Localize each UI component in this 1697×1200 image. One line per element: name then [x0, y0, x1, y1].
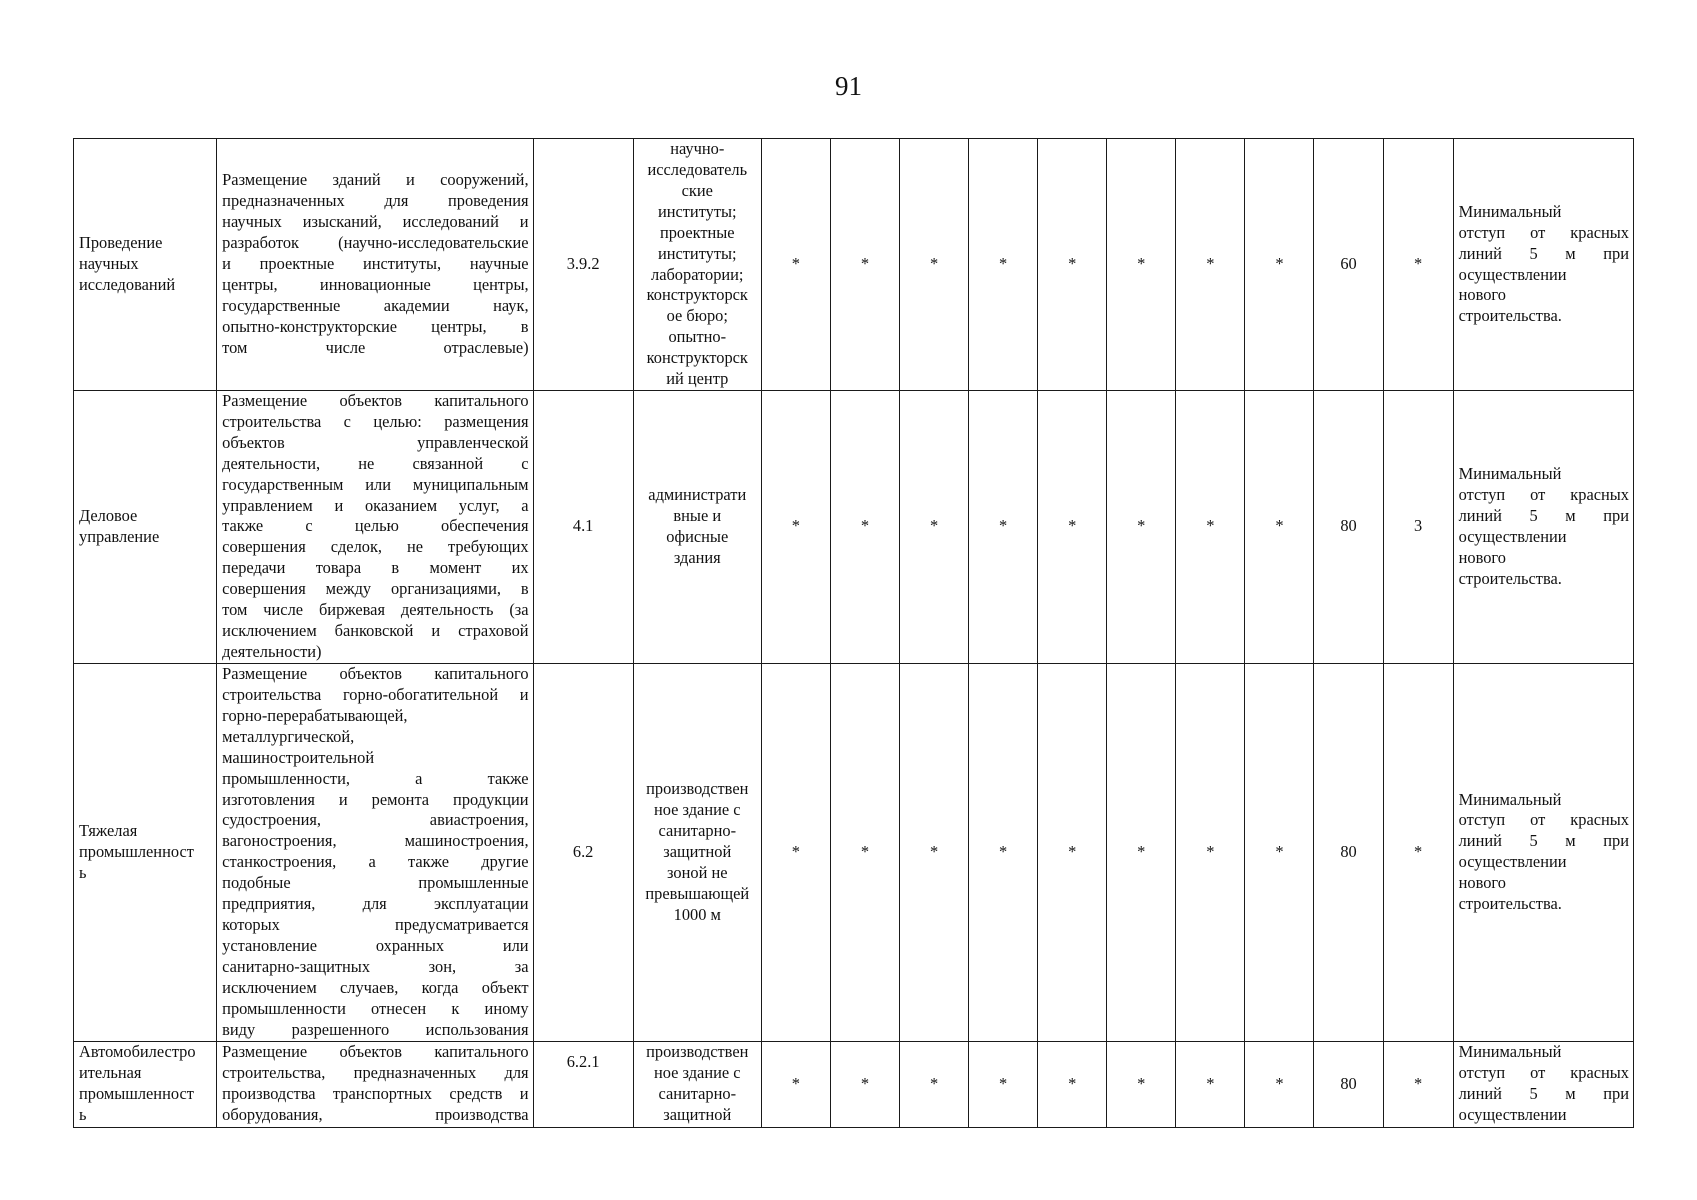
description-line: Размещение объектов капитального: [222, 1041, 529, 1061]
note-line: Минимальный: [1458, 789, 1562, 809]
description-line: опытно-конструкторские центры, в: [222, 316, 529, 336]
parameter-value: *: [1068, 254, 1077, 274]
description-line: санитарно-защитных зон, за: [222, 956, 529, 976]
objects-line: ное здание с: [654, 800, 741, 820]
description-cell: [217, 391, 533, 664]
parameter-cell: [1383, 391, 1453, 664]
description-line: совершения сделок, не требующих: [222, 537, 529, 557]
note-cell: [1453, 139, 1633, 391]
objects-line: производствен: [646, 1041, 749, 1061]
objects-line: здания: [673, 547, 721, 567]
objects-line: защитной: [663, 841, 732, 861]
parameter-cell: [830, 391, 899, 664]
objects-line: превышающей: [645, 883, 750, 903]
description-line: управлением и оказанием услуг, а: [222, 495, 529, 515]
parameter-value: *: [1275, 841, 1284, 861]
description-line: промышленности отнесен к иному: [222, 998, 529, 1018]
objects-line: лаборатории;: [651, 264, 744, 284]
use-name-cell: [74, 391, 217, 664]
code-value: 6.2: [572, 841, 594, 861]
parameter-value: *: [1275, 254, 1284, 274]
note-line: осуществлении: [1458, 526, 1567, 546]
parameter-cell: [900, 139, 969, 391]
use-name-cell: [74, 663, 217, 1041]
description-line: машиностроительной: [222, 747, 375, 767]
objects-line: ские: [681, 180, 713, 200]
description-line: судостроения, авиастроения,: [222, 810, 529, 830]
objects-line: зоной не: [667, 862, 728, 882]
parameter-cell: [969, 391, 1038, 664]
use-name-line: Проведение: [79, 233, 163, 253]
parameter-cell: [1245, 391, 1314, 664]
note-line: отступ от красных: [1458, 1062, 1629, 1082]
code-value: 3.9.2: [566, 254, 600, 274]
parameter-value: *: [999, 516, 1008, 536]
parameter-value: *: [999, 1073, 1008, 1093]
use-name-line: ь: [79, 1104, 87, 1124]
description-line: передачи товара в момент их: [222, 558, 529, 578]
table-row: [74, 1041, 1634, 1127]
parameter-value: *: [1137, 841, 1146, 861]
parameter-value: *: [860, 1073, 870, 1093]
parameter-cell: [1176, 663, 1245, 1041]
parameter-cell: [1383, 663, 1453, 1041]
parameter-cell: [900, 1041, 969, 1127]
objects-line: администрати: [648, 485, 747, 505]
parameter-value: *: [860, 841, 870, 861]
description-line: объектов управленческой: [222, 432, 529, 452]
note-line: строительства.: [1458, 894, 1562, 914]
parameter-cell: [761, 139, 830, 391]
objects-line: защитной: [663, 1104, 732, 1124]
objects-cell: [633, 663, 761, 1041]
parameter-cell: [1245, 663, 1314, 1041]
parameter-cell: [1107, 1041, 1176, 1127]
parameter-value: *: [1137, 254, 1146, 274]
description-line: государственным или муниципальным: [222, 474, 529, 494]
note-line: линий 5 м при: [1458, 505, 1629, 525]
note-cell: [1453, 391, 1633, 664]
objects-line: производствен: [646, 779, 749, 799]
parameter-value: *: [1275, 1073, 1284, 1093]
parameter-value: *: [791, 516, 800, 536]
objects-cell: [633, 139, 761, 391]
parameter-value: *: [1206, 516, 1215, 536]
parameter-cell: [969, 1041, 1038, 1127]
parameter-cell: [969, 139, 1038, 391]
code-value: 6.2.1: [566, 1051, 600, 1071]
note-cell: [1453, 1041, 1633, 1127]
parameter-value: *: [1413, 841, 1423, 861]
note-line: нового: [1458, 873, 1506, 893]
parameter-cell: [1314, 391, 1383, 664]
note-line: осуществлении: [1458, 264, 1567, 284]
objects-cell: [633, 1041, 761, 1127]
description-line: Размещение зданий и сооружений,: [222, 170, 529, 190]
parameter-cell: [761, 1041, 830, 1127]
description-line: Размещение объектов капитального: [222, 391, 529, 410]
table-row: [74, 391, 1634, 664]
description-line: станкостроения, а также другие: [222, 852, 529, 872]
description-line: которых предусматривается: [222, 915, 529, 934]
parameter-cell: [1038, 663, 1107, 1041]
note-line: отступ от красных: [1458, 222, 1629, 242]
parameter-cell: [1383, 1041, 1453, 1127]
use-name-line: Тяжелая: [79, 820, 138, 840]
note-cell: [1453, 663, 1633, 1041]
note-line: линий 5 м при: [1458, 831, 1629, 851]
parameter-value: *: [1068, 841, 1077, 861]
parameter-value: *: [929, 516, 939, 536]
description-line: том числе биржевая деятельность (за: [222, 600, 529, 620]
parameter-cell: [1314, 663, 1383, 1041]
code-cell: [533, 139, 633, 391]
note-line: отступ от красных: [1458, 485, 1629, 505]
note-line: Минимальный: [1458, 464, 1562, 484]
use-name-line: научных: [79, 254, 139, 274]
description-line: горно-перерабатывающей,: [222, 705, 408, 725]
description-cell: [217, 663, 533, 1041]
parameter-value: 80: [1340, 516, 1357, 536]
note-line: линий 5 м при: [1458, 243, 1629, 263]
description-line: исключением случаев, когда объект: [222, 977, 529, 997]
parameter-value: *: [999, 841, 1008, 861]
parameter-cell: [1107, 391, 1176, 664]
parameter-value: *: [1206, 841, 1215, 861]
description-line: Размещение объектов капитального: [222, 664, 529, 684]
parameter-cell: [1176, 391, 1245, 664]
description-line: промышленности, а также: [222, 768, 529, 788]
use-name-line: промышленност: [79, 1083, 194, 1103]
description-line: также с целью обеспечения: [222, 516, 529, 536]
use-name-line: Автомобилестро: [79, 1041, 196, 1061]
objects-line: 1000 м: [673, 904, 721, 924]
parameter-cell: [1383, 139, 1453, 391]
note-line: нового: [1458, 285, 1506, 305]
parameter-value: *: [1137, 516, 1146, 536]
objects-line: ий центр: [666, 369, 729, 389]
parameter-cell: [969, 663, 1038, 1041]
description-line: совершения между организациями, в: [222, 579, 529, 599]
description-line: строительства горно-обогатительной и: [222, 685, 529, 705]
parameter-cell: [830, 1041, 899, 1127]
parameter-value: *: [860, 516, 870, 536]
parameter-cell: [1038, 139, 1107, 391]
objects-line: институты;: [657, 243, 737, 263]
parameter-cell: [1314, 1041, 1383, 1127]
parameter-value: *: [929, 1073, 939, 1093]
description-line: центры, инновационные центры,: [222, 274, 529, 294]
parameter-cell: [1176, 1041, 1245, 1127]
parameter-cell: [900, 663, 969, 1041]
objects-line: проектные: [659, 222, 735, 242]
parameter-cell: [1245, 1041, 1314, 1127]
description-line: деятельности, не связанной с: [222, 453, 529, 473]
description-line: государственные академии наук,: [222, 295, 529, 315]
parameter-cell: [1245, 139, 1314, 391]
parameter-cell: [1038, 1041, 1107, 1127]
parameter-cell: [1176, 139, 1245, 391]
code-cell: [533, 1041, 633, 1127]
note-line: строительства.: [1458, 568, 1562, 588]
parameter-cell: [761, 663, 830, 1041]
description-line: установление охранных или: [222, 935, 529, 955]
description-line: виду разрешенного использования: [222, 1019, 529, 1039]
parameter-value: *: [1137, 1073, 1146, 1093]
parameter-cell: [761, 391, 830, 664]
parameter-value: *: [1206, 254, 1215, 274]
parameter-value: 80: [1340, 841, 1357, 861]
code-cell: [533, 663, 633, 1041]
code-cell: [533, 391, 633, 664]
description-line: научных изысканий, исследований и: [222, 212, 529, 232]
table-row: [74, 139, 1634, 391]
use-name-line: ь: [79, 862, 87, 882]
parameter-value: 80: [1340, 1073, 1357, 1093]
note-line: линий 5 м при: [1458, 1083, 1629, 1103]
parameter-value: *: [1413, 1073, 1423, 1093]
description-cell: [217, 1041, 533, 1127]
objects-line: ное здание с: [654, 1062, 741, 1082]
use-name-cell: [74, 1041, 217, 1127]
use-name-line: управление: [79, 526, 160, 546]
parameter-cell: [830, 139, 899, 391]
table-row: [74, 663, 1634, 1041]
description-line: том числе отраслевые): [222, 337, 529, 357]
description-line: и проектные институты, научные: [222, 254, 529, 274]
parameter-cell: [1038, 391, 1107, 664]
objects-line: исследователь: [647, 159, 748, 179]
objects-line: институты;: [657, 201, 737, 221]
use-name-line: ительная: [79, 1062, 142, 1082]
note-line: Минимальный: [1458, 201, 1562, 221]
objects-line: вные и: [673, 505, 722, 525]
description-cell: [217, 139, 533, 391]
objects-line: конструкторск: [646, 348, 748, 368]
parameter-value: 60: [1340, 254, 1357, 274]
description-line: разработок (научно-исследовательские: [222, 233, 529, 253]
description-line: предназначенных для проведения: [222, 191, 529, 211]
page-number: 91: [835, 71, 862, 101]
description-line: предприятия, для эксплуатации: [222, 894, 529, 914]
objects-line: санитарно-: [658, 1083, 737, 1103]
description-line: изготовления и ремонта продукции: [222, 789, 529, 809]
parameter-cell: [1107, 139, 1176, 391]
note-line: осуществлении: [1458, 1104, 1567, 1124]
parameter-cell: [900, 391, 969, 664]
objects-line: санитарно-: [658, 820, 737, 840]
description-line: строительства, предназначенных для: [222, 1062, 529, 1082]
objects-cell: [633, 391, 761, 664]
objects-line: научно-: [670, 139, 725, 159]
parameter-value: *: [791, 841, 800, 861]
parameter-value: *: [999, 254, 1008, 274]
description-line: строительства с целью: размещения: [222, 411, 529, 431]
use-name-cell: [74, 139, 217, 391]
objects-line: опытно-: [668, 327, 727, 347]
parameter-value: *: [1275, 516, 1284, 536]
description-line: вагоностроения, машиностроения,: [222, 831, 529, 851]
description-line: подобные промышленные: [222, 873, 529, 893]
description-line: оборудования, производства: [222, 1104, 529, 1124]
code-value: 4.1: [572, 516, 594, 536]
parameter-value: *: [929, 254, 939, 274]
note-line: Минимальный: [1458, 1041, 1562, 1061]
land-use-table: [73, 138, 1634, 1128]
parameter-value: *: [1206, 1073, 1215, 1093]
note-line: осуществлении: [1458, 852, 1567, 872]
parameter-value: 3: [1413, 516, 1423, 536]
parameter-value: *: [929, 841, 939, 861]
parameter-cell: [830, 663, 899, 1041]
note-line: нового: [1458, 547, 1506, 567]
use-name-line: промышленност: [79, 841, 194, 861]
objects-line: конструкторск: [646, 285, 748, 305]
description-line: исключением банковской и страховой: [222, 620, 529, 640]
note-line: отступ от красных: [1458, 810, 1629, 830]
use-name-line: исследований: [79, 274, 176, 294]
parameter-value: *: [1413, 254, 1423, 274]
parameter-cell: [1314, 139, 1383, 391]
description-line: деятельности): [222, 641, 322, 661]
parameter-cell: [1107, 663, 1176, 1041]
description-line: производства транспортных средств и: [222, 1083, 529, 1103]
parameter-value: *: [860, 254, 870, 274]
note-line: строительства.: [1458, 306, 1562, 326]
parameter-value: *: [1068, 1073, 1077, 1093]
parameter-value: *: [791, 1073, 800, 1093]
objects-line: офисные: [666, 526, 729, 546]
description-line: металлургической,: [222, 726, 355, 746]
use-name-line: Деловое: [79, 505, 138, 525]
parameter-value: *: [1068, 516, 1077, 536]
parameter-value: *: [791, 254, 800, 274]
objects-line: ое бюро;: [666, 306, 728, 326]
